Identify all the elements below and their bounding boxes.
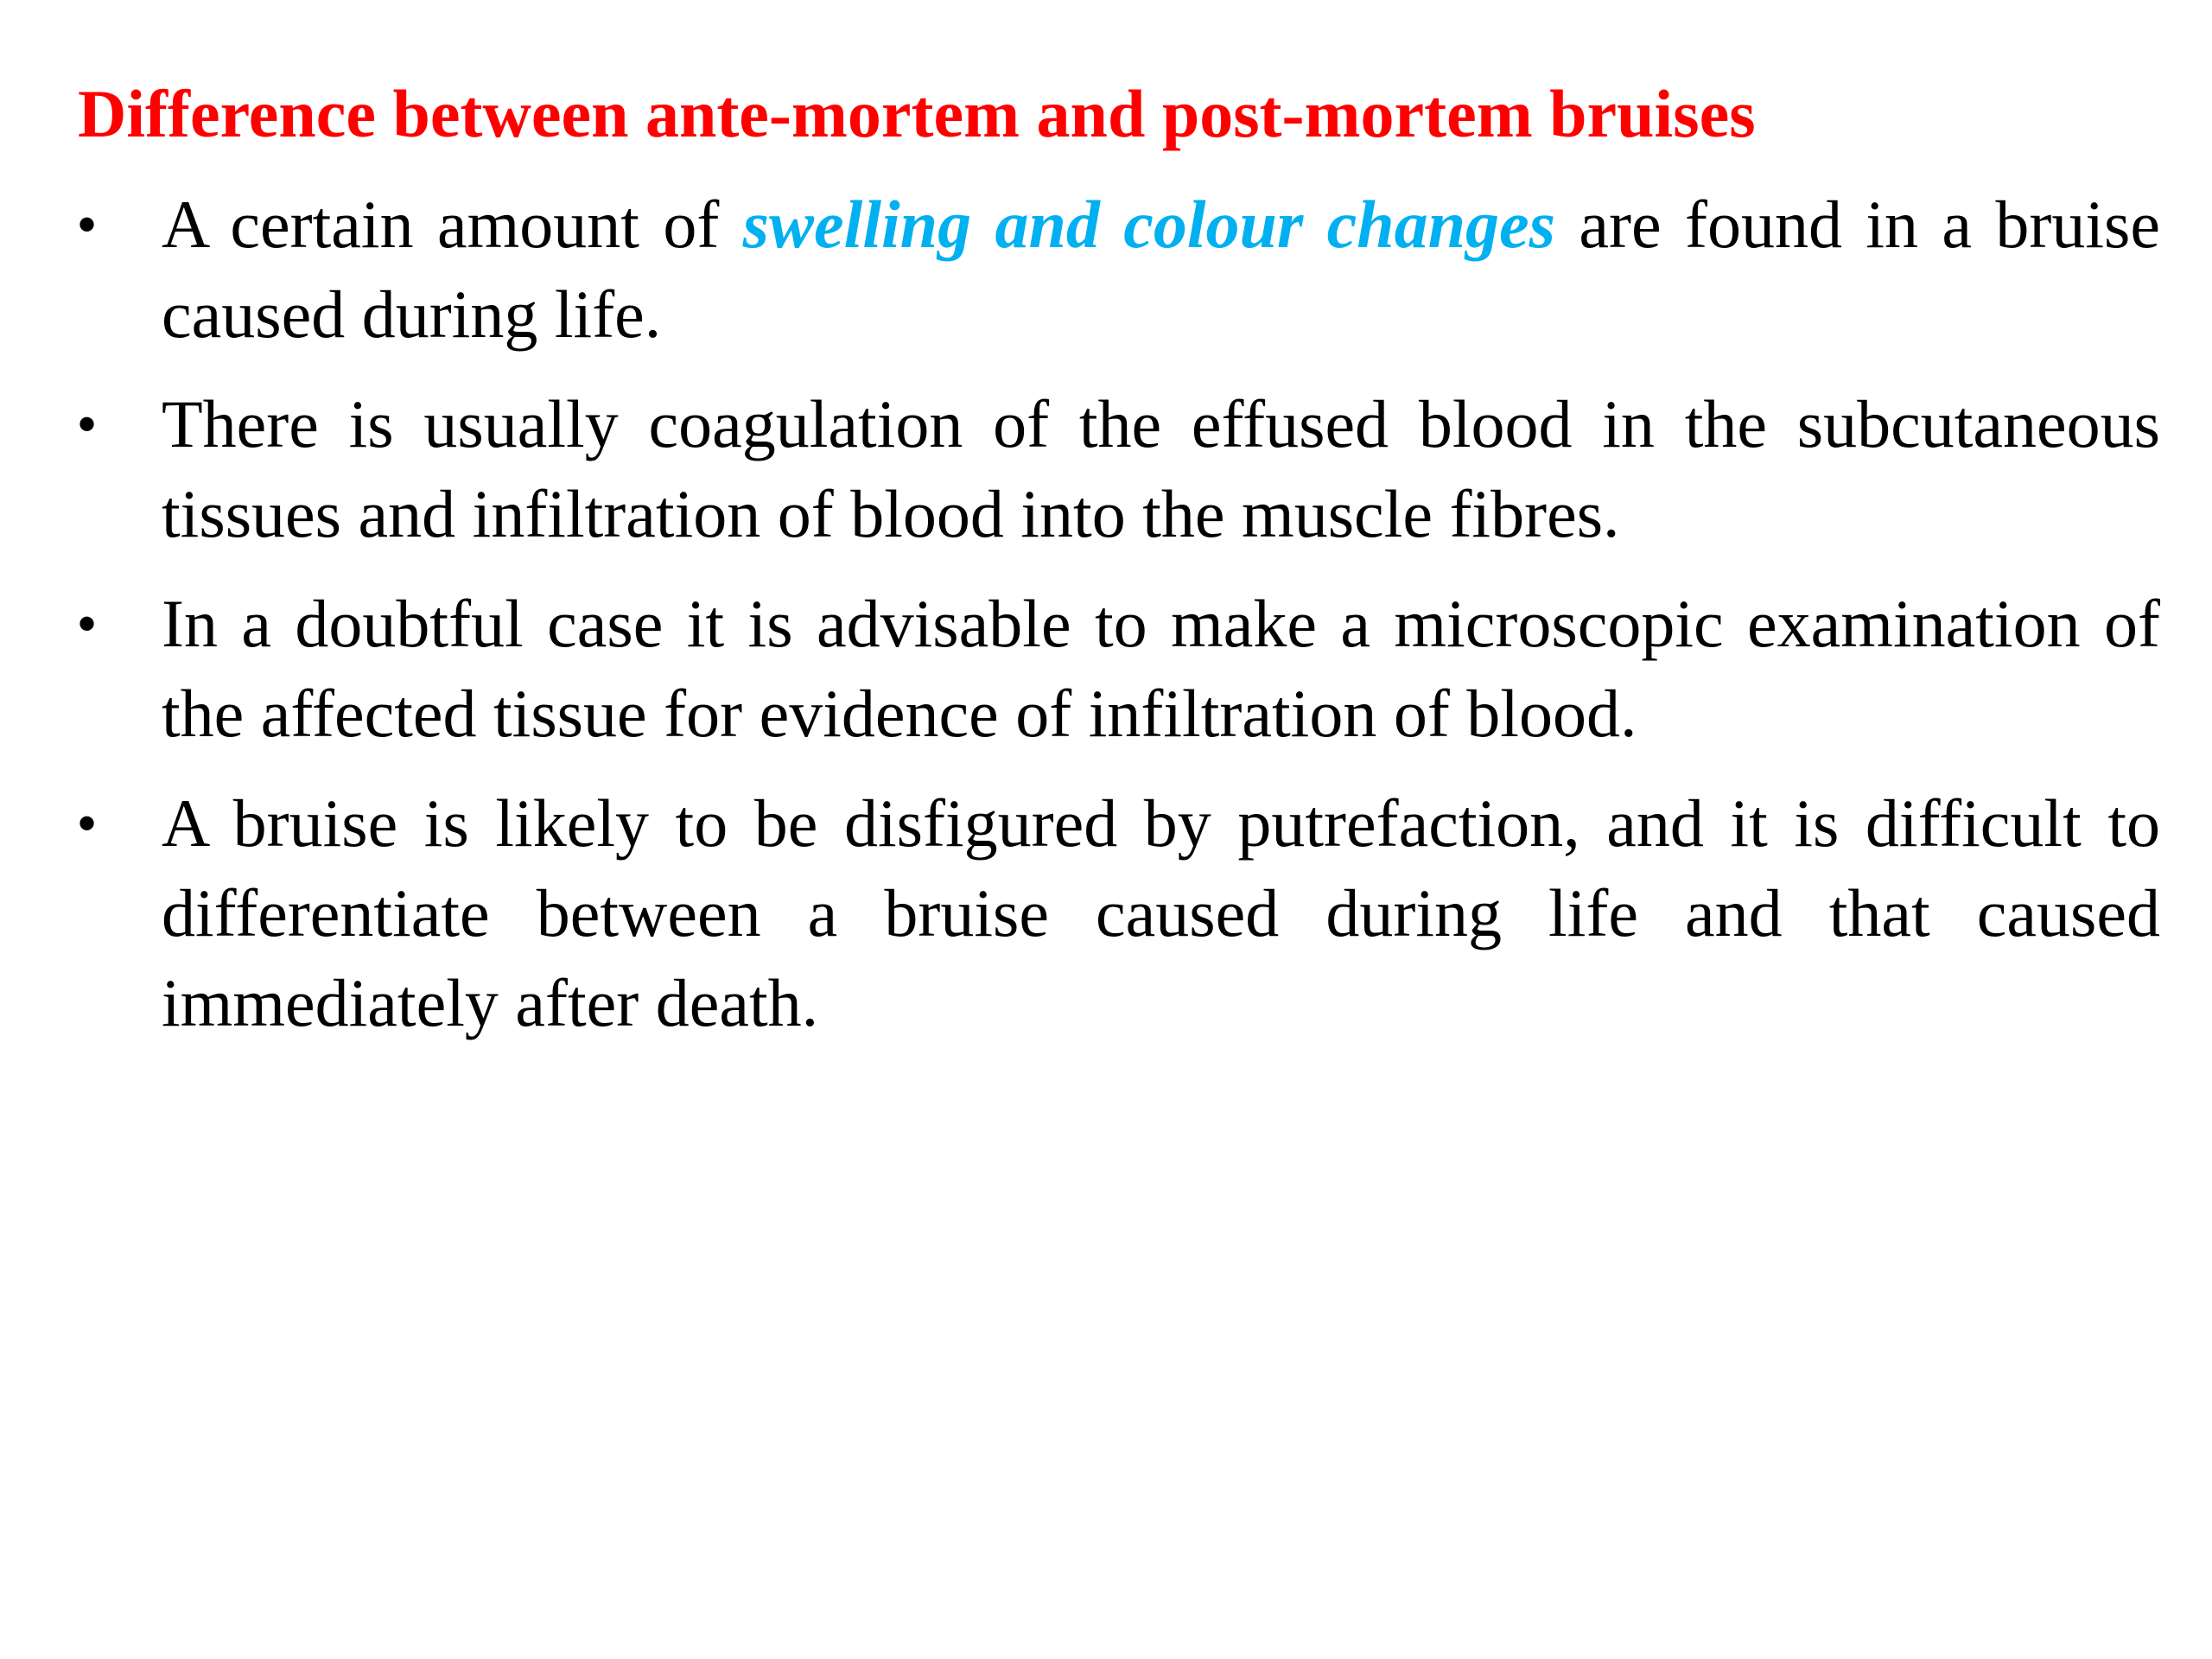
bullet-item-coagulation (78, 379, 2160, 559)
bullet-dot-icon: • (78, 395, 97, 453)
bullet-dot-icon: • (78, 794, 97, 852)
bullet-item-putrefaction (78, 779, 2160, 1048)
bullet-3-text: In a doubtful case it is advisable to make a microscopic examination of the affected tissue for evidence of infiltration of blood. (162, 586, 2160, 751)
bullet-list (78, 180, 2160, 1068)
bullet-2-text: There is usually coagulation of the effused blood in the subcutaneous tissues and infiltration of blood into the muscle fibres. (162, 386, 2160, 551)
slide-title: Difference between ante-mortem and post-mortem bruises (78, 76, 1756, 151)
bullet-item-microscopic (78, 579, 2160, 759)
bullet-item-swelling (78, 180, 2160, 359)
bullet-dot-icon: • (78, 195, 97, 253)
bullet-dot-icon: • (78, 594, 97, 652)
bullet-4-text: A bruise is likely to be disfigured by putrefaction, and it is difficult to differentiate between a bruise caused during life and that caused immediately after death. (162, 785, 2160, 1040)
bullet-1-highlight: swelling and colour changes (742, 187, 1555, 262)
bullet-1-text-start: A certain amount of (162, 187, 743, 262)
bullet-1-text-end: are found in a bruise caused during life. (162, 187, 2160, 352)
